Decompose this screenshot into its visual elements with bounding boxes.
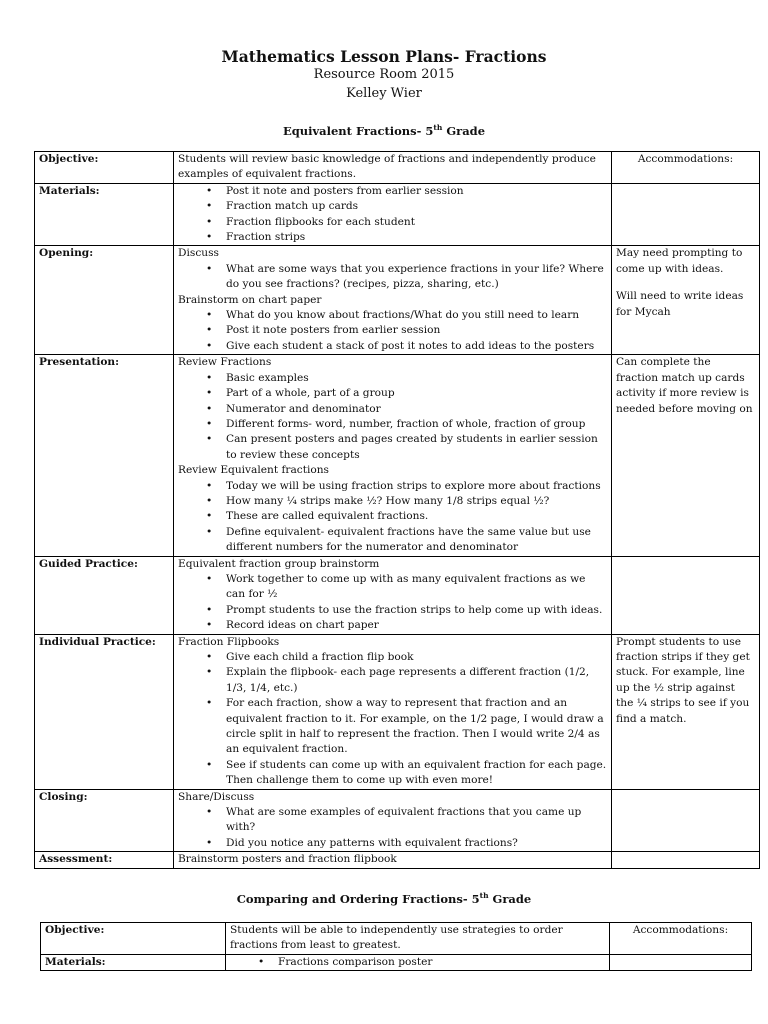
list-item: • Fraction flipbooks for each student (178, 215, 607, 230)
row-label: Materials: (41, 954, 226, 970)
bullet-list (178, 572, 607, 634)
guided-cell (174, 556, 612, 634)
row-label: Individual Practice: (35, 634, 174, 789)
accommodations-cell (612, 183, 760, 246)
list-item: • Work together to come up with as many equivalent fractions as we can for ½ (178, 572, 607, 603)
row-guided-practice (35, 556, 760, 634)
accommodation-note: May need prompting to come up with ideas. (616, 247, 743, 275)
list-item: • Numerator and denominator (178, 402, 607, 417)
list-item: • Record ideas on chart paper (178, 618, 607, 633)
list-item: • Prompt students to use the fraction strips to help come up with ideas. (178, 603, 607, 618)
row-objective (41, 923, 752, 955)
list-item: • What are some examples of equivalent fractions that you came up with? (178, 805, 607, 836)
list-item: • Today we will be using fraction strips to explore more about fractions (178, 479, 607, 494)
document-title: Mathematics Lesson Plans- Fractions (221, 47, 547, 66)
list-item: • Part of a whole, part of a group (178, 386, 607, 401)
list-item: • What are some ways that you experience fractions in your life? Where do you see fractions? (recipes, pizza, sharing, etc.) (178, 262, 607, 293)
guided-intro: Equivalent fraction group brainstorm (178, 557, 380, 570)
document-author: Kelley Wier (346, 86, 422, 101)
section-title-comparing: Comparing and Ordering Fractions- 5th Grade (236, 891, 532, 906)
list-item: • Fraction match up cards (178, 199, 607, 214)
accommodations-cell (612, 789, 760, 852)
accommodation-note: Will need to write ideas for Mycah (616, 290, 744, 318)
list-item: • Did you notice any patterns with equivalent fractions? (178, 836, 607, 851)
lesson-table-comparing (40, 922, 752, 971)
row-closing (35, 789, 760, 852)
individual-cell (174, 634, 612, 789)
individual-intro: Fraction Flipbooks (178, 635, 280, 648)
section-title-equivalent: Equivalent Fractions- 5th Grade (282, 123, 486, 138)
opening-mid: Brainstorm on chart paper (178, 293, 322, 306)
closing-intro: Share/Discuss (178, 790, 255, 803)
list-item: • Explain the flipbook- each page represents a different fraction (1/2, 1/3, 1/4, etc.) (178, 665, 607, 696)
bullet-list (230, 955, 605, 970)
row-label: Closing: (35, 789, 174, 852)
row-opening (35, 246, 760, 355)
row-presentation (35, 355, 760, 556)
lesson-table-equivalent (34, 151, 760, 869)
materials-cell (226, 954, 610, 970)
list-item: • Can present posters and pages created by students in earlier session to review these concepts (178, 432, 607, 463)
accommodations-header: Accommodations: (612, 152, 760, 184)
list-item: • These are called equivalent fractions. (178, 509, 607, 524)
row-label: Presentation: (35, 355, 174, 556)
objective-text: Students will be able to independently use strategies to order fractions from least to greatest. (226, 923, 610, 955)
accommodations-cell (612, 246, 760, 355)
presentation-intro: Review Fractions (178, 356, 272, 369)
document-subtitle: Resource Room 2015 (313, 67, 455, 82)
list-item: • How many ¼ strips make ½? How many 1/8 strips equal ½? (178, 494, 607, 509)
list-item: • See if students can come up with an equivalent fraction for each page. Then challenge them to come up with even more! (178, 758, 607, 789)
bullet-list (178, 805, 607, 851)
accommodations-header: Accommodations: (610, 923, 752, 955)
materials-cell (174, 183, 612, 246)
accommodations-cell (610, 954, 752, 970)
row-label: Opening: (35, 246, 174, 355)
objective-text: Students will review basic knowledge of fractions and independently produce examples of equivalent fractions. (174, 152, 612, 184)
presentation-mid: Review Equivalent fractions (178, 464, 329, 477)
list-item: • Post it note posters from earlier session (178, 323, 607, 338)
bullet-list (178, 371, 607, 463)
accommodation-note: Can complete the fraction match up cards activity if more review is needed before moving on (612, 355, 760, 556)
list-item: • What do you know about fractions/What do you still need to learn (178, 308, 607, 323)
row-label: Guided Practice: (35, 556, 174, 634)
list-item: • Give each student a stack of post it notes to add ideas to the posters (178, 339, 607, 354)
row-materials (41, 954, 752, 970)
bullet-list (178, 308, 607, 354)
row-label: Objective: (41, 923, 226, 955)
bullet-list (178, 184, 607, 246)
list-item: • Define equivalent- equivalent fractions have the same value but use different numbers for the numerator and denominator (178, 525, 607, 556)
row-assessment (35, 852, 760, 868)
accommodations-cell (612, 556, 760, 634)
assessment-text: Brainstorm posters and fraction flipbook (174, 852, 612, 868)
row-label: Assessment: (35, 852, 174, 868)
presentation-cell (174, 355, 612, 556)
row-objective (35, 152, 760, 184)
list-item: • Give each child a fraction flip book (178, 650, 607, 665)
list-item: • Fraction strips (178, 230, 607, 245)
list-item: • Different forms- word, number, fraction of whole, fraction of group (178, 417, 607, 432)
accommodations-cell (612, 852, 760, 868)
opening-intro: Discuss (178, 247, 219, 260)
list-item: • For each fraction, show a way to represent that fraction and an equivalent fraction to it. For example, on the 1/2 page, I would draw a circle split in half to represent the fraction. Then I would write 2/4 as an equivalent fraction. (178, 696, 607, 758)
accommodation-note: Prompt students to use fraction strips if they get stuck. For example, line up the ½ strip against the ¼ strips to see if you find a match. (612, 634, 760, 789)
bullet-list (178, 262, 607, 293)
bullet-list (178, 650, 607, 789)
list-item: • Post it note and posters from earlier session (178, 184, 607, 199)
row-label: Materials: (35, 183, 174, 246)
bullet-list (178, 479, 607, 556)
opening-cell (174, 246, 612, 355)
row-individual-practice (35, 634, 760, 789)
list-item: • Basic examples (178, 371, 607, 386)
list-item: • Fractions comparison poster (230, 955, 605, 970)
row-label: Objective: (35, 152, 174, 184)
closing-cell (174, 789, 612, 852)
row-materials (35, 183, 760, 246)
